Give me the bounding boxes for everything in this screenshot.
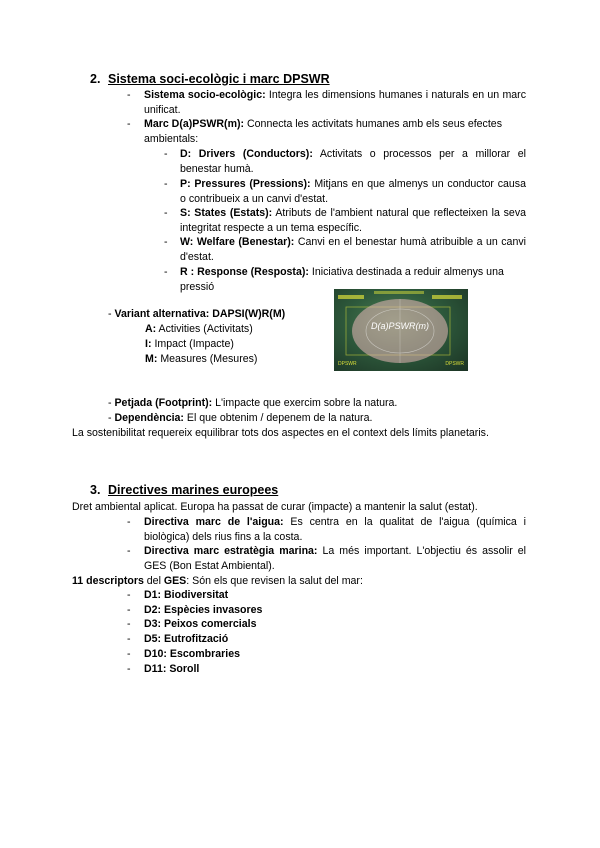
diagram-tag [338, 295, 364, 299]
list-item-welfare: W: Welfare (Benestar): Canvi en el benestar humà atribuible a un canvi d'estat. [180, 236, 526, 263]
dependence-line: - Dependència: El que obtenim / depenem de la natura. [108, 412, 373, 424]
conclusion-paragraph: La sostenibilitat requereix equilibrar tots dos aspectes en el context dels límits planetaris. [72, 427, 489, 439]
section-2-number: 2. [90, 72, 101, 86]
bullet-dash: - [127, 618, 131, 630]
bullet-dash: - [164, 266, 168, 278]
list-item-dpswr-framework: Marc D(a)PSWR(m): Connecta les activitats humanes amb els seus efectes ambientals: [144, 118, 502, 145]
section-3-heading [90, 483, 278, 498]
variant-label: Variant alternativa: DAPSI(W)R(M) [114, 308, 286, 320]
diagram-tag [432, 295, 462, 299]
diagram-left-label: DPSWR [338, 361, 357, 367]
footprint-line: - Petjada (Footprint): L'impacte que exercim sobre la natura. [108, 397, 398, 409]
descriptor-item: D1: Biodiversitat [144, 589, 229, 601]
list-item-socio-ecological: Sistema socio-ecològic: Integra les dimensions humanes i naturals en un marc unificat. [144, 89, 526, 116]
list-item-marine-directive: Directiva marc estratègia marina: La més important. L'objectiu és assolir el GES (Bon Estat Ambiental). [144, 545, 526, 572]
bullet-dash: - [127, 633, 131, 645]
diagram-right-label: DPSWR [445, 361, 464, 367]
section-3-intro: Dret ambiental aplicat. Europa ha passat de curar (impacte) a mantenir la salut (estat). [72, 501, 478, 513]
list-item-pressures: P: Pressures (Pressions): Mitjans en que almenys un conductor causa o contribueix a un canvi d'estat. [180, 178, 526, 205]
variant-line-a: A: Activities (Activitats) [145, 323, 253, 335]
bullet-dash: - [127, 118, 131, 130]
section-2-heading [90, 72, 330, 87]
bullet-dash: - [127, 648, 131, 660]
descriptor-item: D10: Escombraries [144, 648, 240, 660]
variant-label-line: - Variant alternativa: DAPSI(W)R(M) [108, 308, 286, 320]
bullet-dash: - [164, 207, 168, 219]
bullet-dash: - [164, 178, 168, 190]
bullet-dash: - [127, 89, 131, 101]
list-item-drivers: D: Drivers (Conductors): Activitats o processos per a millorar el benestar humà. [180, 148, 526, 175]
diagram-center-label: D(a)PSWR(m) [371, 321, 429, 331]
descriptor-item: D2: Espècies invasores [144, 604, 263, 616]
bullet-dash: - [127, 516, 131, 528]
diagram-tag [374, 291, 424, 294]
bullet-dash: - [127, 663, 131, 675]
descriptor-item: D11: Soroll [144, 663, 200, 675]
section-3-title: Directives marines europees [108, 483, 279, 497]
variant-line-i: I: Impact (Impacte) [145, 338, 234, 350]
bullet-dash: - [127, 545, 131, 557]
descriptor-item: D5: Eutrofització [144, 633, 229, 645]
descriptors-intro: 11 descriptors del GES: Són els que revisen la salut del mar: [72, 575, 363, 587]
descriptor-item: D3: Peixos comercials [144, 618, 257, 630]
section-2-title: Sistema soci-ecològic i marc DPSWR [108, 72, 330, 86]
bullet-dash: - [127, 589, 131, 601]
list-item-states: S: States (Estats): Atributs de l'ambient natural que reflecteixen la seva integritat respecte a un tema específic. [180, 207, 527, 234]
bullet-dash: - [164, 236, 168, 248]
list-item-response: R : Response (Resposta): Iniciativa destinada a reduir almenys una pressió [180, 266, 504, 293]
variant-line-m: M: Measures (Mesures) [145, 353, 258, 365]
dpswr-diagram-image [334, 289, 468, 371]
list-item-water-directive: Directiva marc de l'aigua: Es centra en la qualitat de l'aigua (química i biològica) dels rius fins a la costa. [144, 516, 526, 543]
bullet-dash: - [127, 604, 131, 616]
bullet-dash: - [164, 148, 168, 160]
dpswr-diagram-svg [334, 289, 468, 371]
section-3-number: 3. [90, 483, 101, 497]
